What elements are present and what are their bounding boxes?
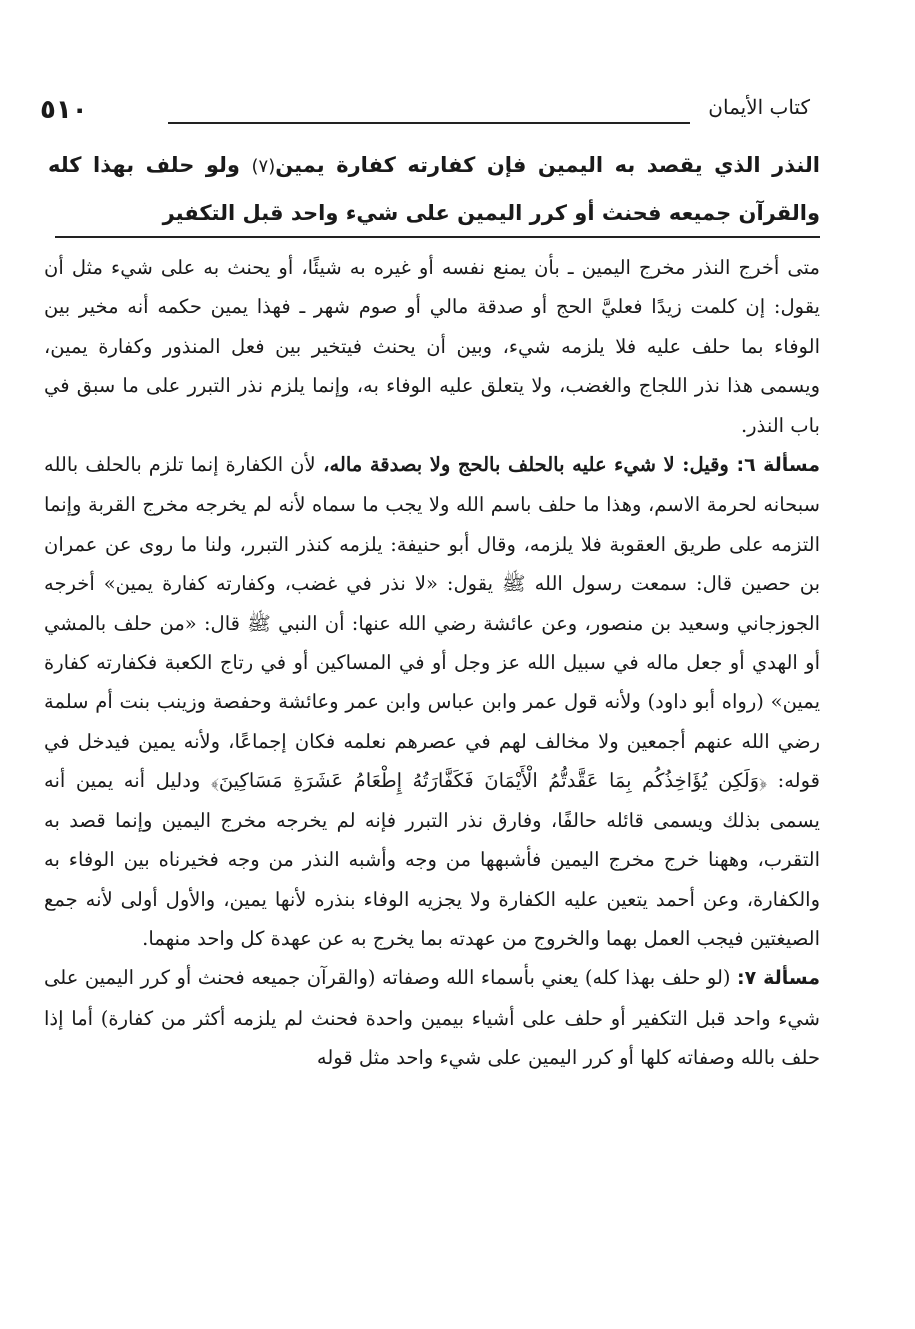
masala-6-bold-text: وقيل: لا شيء عليه بالحلف بالحج ولا بصدقة ماله، bbox=[315, 453, 737, 477]
masala-7-label: مسألة ٧: bbox=[736, 967, 820, 990]
paragraph-masala-7 bbox=[44, 958, 820, 1077]
paragraph-masala-6 bbox=[44, 445, 820, 958]
page-header bbox=[40, 92, 820, 132]
matn-part-2: ولو حلف بهذا كله والقرآن جميعه فحنث أو كرر اليمين على شيء واحد قبل التكفير bbox=[48, 153, 820, 225]
matn-part-1: النذر الذي يقصد به اليمين فإن كفارته كفارة يمين bbox=[275, 153, 820, 177]
matn-text bbox=[48, 142, 820, 237]
page-number: ٥١٠ bbox=[40, 95, 88, 125]
book-title: كتاب الأيمان bbox=[708, 95, 810, 119]
header-rule bbox=[168, 122, 690, 124]
masala-7-text: (لو حلف بهذا كله) يعني بأسماء الله وصفاته (والقرآن جميعه فحنث أو كرر اليمين على شيء واحد قبل التكفير أو حلف على أشياء بيمين واحدة فحنث لم يلزمه أكثر من كفارة) أما إذا حلف بالله وصفاته كلها أو كرر اليمين على شيء واحد مثل قوله bbox=[44, 966, 820, 1070]
paragraph-1: متى أخرج النذر مخرج اليمين ـ بأن يمنع نفسه أو غيره به شيئًا، أو يحنث به على شيء مثل أن يقول: إن كلمت زيدًا فعليَّ الحج أو صدقة مالي أو صوم شهر ـ فهذا يمين حكمه أنه مخير بين الوفاء بما حلف عليه فلا يلزمه شيء، وبين أن يحنث فيتخير بين فعل المنذور وكفارة يمين، ويسمى هذا نذر اللجاج والغضب، ولا يتعلق عليه الوفاء به، وإنما يلزم نذر التبرر على ما سبق في باب النذر. bbox=[44, 256, 820, 437]
masala-6-label: مسألة ٦: bbox=[736, 454, 820, 477]
masala-6-text: لأن الكفارة إنما تلزم بالحلف بالله سبحانه لحرمة الاسم، وهذا ما حلف باسم الله ولا يجب ما سماه لأنه لم يخرجه مخرج القربة وإنما التزمه على طريق العقوبة فلا يلزمه، وقال أبو حنيفة: يلزمه كنذر التبرر، ولنا ما روى عن عمران بن حصين قال: سمعت رسول الله ﷺ يقول: «لا نذر في غضب، وكفارته كفارة يمين» أخرجه الجوزجاني وسعيد بن منصور، وعن عائشة رضي الله عنها: أن النبي ﷺ قال: «من حلف بالمشي أو الهدي أو جعل ماله في سبيل الله عز وجل أو في المساكين أو في رتاج الكعبة فكفارته كفارة يمين» (رواه أبو داود) ولأنه قول عمر وابن عباس وابن عمر وعائشة وحفصة وزينب بنت أم سلمة رضي الله عنهم أجمعين ولا مخالف لهم في عصرهم نعلمه فكان إجماعًا، ولأنه يمين فيدخل في قوله: ﴿وَلَكِن يُؤَاخِذُكُم بِمَا عَقَّدتُّمُ الْأَيْمَانَ فَكَفَّارَتُهُ إِطْعَامُ عَشَرَةِ مَسَاكِينَ﴾ ودليل أنه يمين أنه يسمى بذلك ويسمى قائله حالفًا، وفارق نذر التبرر فإنه لم يخرجه مخرج اليمين وإنما قصد به التقرب، وههنا خرج مخرج اليمين فأشبهها من وجه وأشبه النذر من وجه فخيرناه بين الوفاء به والكفارة، وعن أحمد يتعين عليه الكفارة ولا يجزيه الوفاء بنذره لأنها يمين، والأول أولى لأنه جمع الصيغتين فيجب العمل بهما والخروج من عهدته بما يخرج به عن عهدة كل واحد منهما. bbox=[44, 453, 820, 950]
commentary-body bbox=[44, 248, 820, 1078]
section-divider bbox=[55, 236, 820, 238]
footnote-ref: (٧) bbox=[251, 156, 276, 177]
